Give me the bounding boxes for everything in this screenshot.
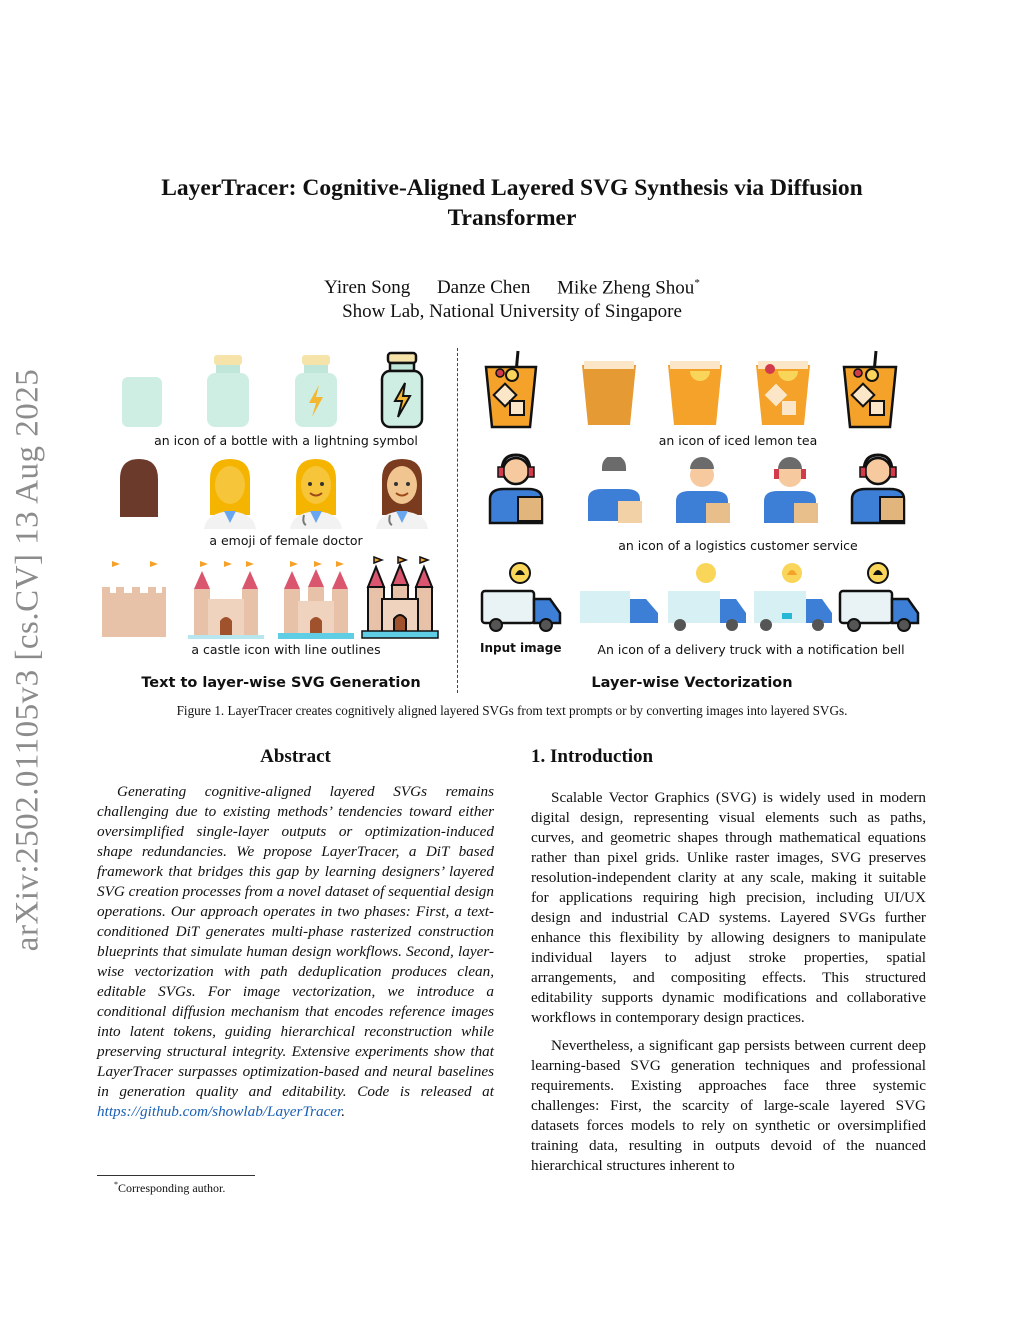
figure-1: [96, 345, 928, 697]
iced-tea-stage-2-icon: [666, 353, 724, 427]
arxiv-id-text: arXiv:2502.01105v3 [cs.CV] 13 Aug 2025: [9, 368, 46, 952]
castle-stage-3-icon: [278, 559, 354, 639]
delivery-truck-stage-1-icon: [578, 585, 660, 637]
right-panel-title: Layer-wise Vectorization: [591, 675, 793, 691]
customer-service-stage-1-icon: [584, 457, 644, 523]
bottle-stage-2-icon: [204, 353, 252, 429]
code-link[interactable]: https://github.com/showlab/LayerTracer: [97, 1103, 342, 1120]
bottle-stage-3-icon: [292, 353, 340, 429]
castle-prompt: a castle icon with line outlines: [191, 642, 381, 657]
iced-tea-stage-3-icon: [754, 353, 812, 427]
doctor-prompt: a emoji of female doctor: [209, 533, 363, 548]
affiliation: Show Lab, National University of Singapore: [342, 301, 682, 323]
intro-paragraph: Nevertheless, a significant gap persists between current deep learning-based SVG generation techniques and professional requirements. Existing approaches face three systemic challenges: First, the scarcity of large-scale layered SVG datasets forces models to rely on synthetic or oversimplified training data, resulting in outputs devoid of the nuanced hierarchical structures inherent to: [531, 1037, 926, 1174]
customer-service-final-icon: [848, 451, 908, 525]
delivery-truck-final-icon: [836, 561, 922, 637]
delivery-truck-stage-3-icon: [752, 561, 834, 637]
corresponding-mark: *: [694, 277, 700, 289]
customer-service-stage-3-icon: [760, 455, 820, 525]
delivery-truck-stage-2-icon: [666, 561, 748, 637]
abstract-heading: Abstract: [260, 746, 331, 767]
customer-service-input-icon: [486, 451, 546, 525]
doctor-stage-3-icon: [288, 457, 344, 529]
figure-caption: Figure 1. LayerTracer creates cognitively aligned layered SVGs from text prompts or by converting images into layered SVGs.: [176, 703, 848, 718]
footnote-rule: [97, 1175, 255, 1176]
bottle-stage-1-icon: [120, 375, 164, 429]
customer-service-prompt: an icon of a logistics customer service: [618, 538, 858, 553]
iced-tea-input-icon: [482, 349, 540, 429]
iced-tea-final-icon: [840, 349, 900, 429]
customer-service-stage-2-icon: [672, 455, 732, 525]
input-image-label: Input image: [480, 641, 562, 655]
author-name: Mike Zheng Shou*: [557, 277, 700, 299]
introduction-heading: 1. Introduction: [531, 746, 654, 767]
footnote: *Corresponding author.: [114, 1180, 226, 1195]
panel-divider: [457, 348, 458, 693]
iced-tea-prompt: an icon of iced lemon tea: [658, 433, 818, 448]
bottle-final-icon: [380, 351, 424, 429]
left-panel-title: Text to layer-wise SVG Generation: [141, 675, 421, 691]
delivery-truck-input-icon: [478, 561, 564, 637]
introduction-body: [531, 788, 926, 1184]
castle-stage-2-icon: [188, 559, 264, 639]
abstract-text: Generating cognitive-aligned layered SVGs remains challenging due to existing methods’ tendencies toward either oversimplified single-layer outputs or optimization-induced shape redundancies. We propose LayerTracer, a DiT based framework that bridges this gap by learning designers’ layered SVG creation processes from a novel dataset of sequential design operations. Our approach operates in two phases: First, a text-conditioned DiT generates multi-phase rasterized construction blueprints that simulate human design workflows. Second, layer-wise vectorization with path deduplication produces clean, editable SVGs. For image vectorization, we introduce a conditional diffusion mechanism that encodes reference images into latent tokens, guiding hierarchical reconstruction while preserving structural integrity. Extensive experiments show that LayerTracer surpasses optimization-based and neural baselines in generation quality and editability. Code is released at: [97, 783, 494, 1100]
bottle-prompt: an icon of a bottle with a lightning symbol: [154, 433, 418, 448]
author-name: Yiren Song: [324, 277, 411, 299]
intro-paragraph: Scalable Vector Graphics (SVG) is widely used in modern digital design, representing visual elements such as paths, curves, and geometric shapes through mathematical equations rather than pixel grids. Unlike raster images, SVG preserves resolution-independent clarity at any scale, making it suitable for applications requiring high precision, including UI/UX design and industrial CAD systems. Layered SVGs further enhance this flexibility by allowing designers to manipulate individual layers to adjust stroke properties, spatial arrangements, and compositing effects. This structured editability supports dynamic modifications and collaborative workflows in contemporary design practices.: [531, 789, 926, 1026]
delivery-truck-prompt: An icon of a delivery truck with a notification bell: [597, 642, 905, 657]
doctor-stage-1-icon: [116, 457, 162, 519]
author-name: Danze Chen: [436, 277, 531, 299]
doctor-stage-2-icon: [202, 457, 258, 529]
iced-tea-stage-1-icon: [580, 357, 638, 427]
castle-stage-1-icon: [98, 559, 170, 639]
paper-title: LayerTracer: Cognitive-Aligned Layered SVG Synthesis via Diffusion Transformer: [161, 175, 863, 231]
author-block: [120, 271, 904, 324]
castle-final-icon: [360, 555, 440, 639]
doctor-final-icon: [374, 457, 430, 529]
abstract-body: Generating cognitive-aligned layered SVGs remains challenging due to existing methods’ tendencies toward either oversimplified single-layer outputs or optimization-induced shape redundancies. We propose LayerTracer, a DiT based framework that bridges this gap by learning designers’ layered SVG creation processes from a novel dataset of sequential design operations. Our approach operates in two phases: First, a text-conditioned DiT generates multi-phase rasterized construction blueprints that simulate human design workflows. Second, layer-wise vectorization with path deduplication produces clean, editable SVGs. For image vectorization, we introduce a conditional diffusion mechanism that encodes reference images into latent tokens, guiding hierarchical reconstruction while preserving structural integrity. Extensive experiments show that LayerTracer surpasses optimization-based and neural baselines in generation quality and editability. Code is released at https://github.com/showlab/LayerTracer.: [97, 783, 494, 1120]
